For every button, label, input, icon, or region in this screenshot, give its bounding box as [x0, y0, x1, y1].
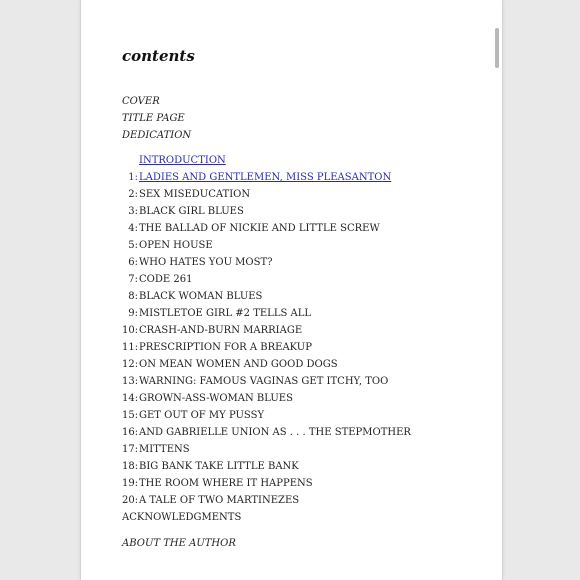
toc-entry-chapter[interactable] — [122, 356, 411, 373]
toc-entry-chapter[interactable] — [122, 237, 411, 254]
front-matter-list — [122, 93, 191, 144]
toc-entry-chapter[interactable] — [122, 169, 411, 186]
toc-entry-chapter[interactable] — [122, 288, 411, 305]
chapter-title: SEX MISEDUCATION — [139, 189, 251, 200]
back-matter-list — [122, 535, 236, 552]
chapter-title: LADIES AND GENTLEMEN, MISS PLEASANTON — [139, 172, 392, 183]
toc-entry-chapter[interactable] — [122, 458, 411, 475]
chapter-number: 4: — [128, 223, 138, 234]
chapter-title: GET OUT OF MY PUSSY — [139, 410, 265, 421]
toc-entry-chapter[interactable] — [122, 203, 411, 220]
toc-entry-chapter[interactable] — [122, 424, 411, 441]
contents-heading: contents — [122, 47, 195, 65]
chapter-title: GROWN-ASS-WOMAN BLUES — [139, 393, 293, 404]
chapter-title: MISTLETOE GIRL #2 TELLS ALL — [139, 308, 311, 319]
chapter-number: 16: — [122, 427, 139, 438]
document-page — [80, 0, 503, 580]
chapter-number: 13: — [122, 376, 139, 387]
toc-entry-chapter[interactable] — [122, 339, 411, 356]
chapter-title: BLACK WOMAN BLUES — [139, 291, 263, 302]
chapter-title: AND GABRIELLE UNION AS . . . THE STEPMOTHER — [139, 427, 411, 438]
toc-entry-chapter[interactable] — [122, 305, 411, 322]
chapter-number: 12: — [122, 359, 139, 370]
chapter-title: MITTENS — [139, 444, 190, 455]
chapter-title: THE BALLAD OF NICKIE AND LITTLE SCREW — [139, 223, 380, 234]
chapter-number: 14: — [122, 393, 139, 404]
toc-entry-chapter[interactable] — [122, 220, 411, 237]
toc-entry-about-the-author[interactable]: ABOUT THE AUTHOR — [122, 538, 236, 549]
toc-entry-title-page[interactable]: TITLE PAGE — [122, 113, 185, 124]
chapter-title: A TALE OF TWO MARTINEZES — [139, 495, 300, 506]
chapter-number: 17: — [122, 444, 139, 455]
toc-entry-introduction[interactable]: INTRODUCTION — [139, 155, 226, 166]
chapter-number: 20: — [122, 495, 139, 506]
toc-entry-chapter[interactable] — [122, 441, 411, 458]
chapter-title: OPEN HOUSE — [139, 240, 213, 251]
chapter-number: 5: — [128, 240, 138, 251]
chapter-number: 18: — [122, 461, 139, 472]
scrollbar-thumb[interactable] — [495, 28, 499, 68]
chapter-list — [122, 169, 411, 509]
chapter-number: 8: — [128, 291, 138, 302]
chapter-number: 9: — [128, 308, 138, 319]
chapter-title: WARNING: FAMOUS VAGINAS GET ITCHY, TOO — [139, 376, 389, 387]
toc-entry-chapter[interactable] — [122, 475, 411, 492]
toc-entry-cover[interactable]: COVER — [122, 96, 160, 107]
toc-entry-chapter[interactable] — [122, 373, 411, 390]
chapter-number: 2: — [128, 189, 138, 200]
chapter-title: BLACK GIRL BLUES — [139, 206, 244, 217]
toc-entry-chapter[interactable] — [122, 322, 411, 339]
toc-entry-chapter[interactable] — [122, 390, 411, 407]
chapter-number: 6: — [128, 257, 138, 268]
chapter-number: 1: — [128, 172, 138, 183]
chapter-title: CODE 261 — [139, 274, 193, 285]
toc-entry-dedication[interactable]: DEDICATION — [122, 130, 192, 141]
chapter-number: 15: — [122, 410, 139, 421]
chapter-title: ON MEAN WOMEN AND GOOD DOGS — [139, 359, 338, 370]
chapter-number: 7: — [128, 274, 138, 285]
chapter-title: BIG BANK TAKE LITTLE BANK — [139, 461, 299, 472]
toc-entry-chapter[interactable] — [122, 186, 411, 203]
toc-entry-chapter[interactable] — [122, 492, 411, 509]
chapter-title: CRASH-AND-BURN MARRIAGE — [139, 325, 303, 336]
chapter-title: PRESCRIPTION FOR A BREAKUP — [139, 342, 312, 353]
chapter-number: 3: — [128, 206, 138, 217]
chapter-title: WHO HATES YOU MOST? — [139, 257, 273, 268]
toc-entry-acknowledgments[interactable]: ACKNOWLEDGMENTS — [122, 512, 242, 523]
chapter-number: 19: — [122, 478, 139, 489]
chapter-number: 11: — [122, 342, 139, 353]
toc-entry-chapter[interactable] — [122, 271, 411, 288]
toc-entry-chapter[interactable] — [122, 407, 411, 424]
chapter-title: THE ROOM WHERE IT HAPPENS — [139, 478, 313, 489]
toc-entry-chapter[interactable] — [122, 254, 411, 271]
chapter-number: 10: — [122, 325, 139, 336]
